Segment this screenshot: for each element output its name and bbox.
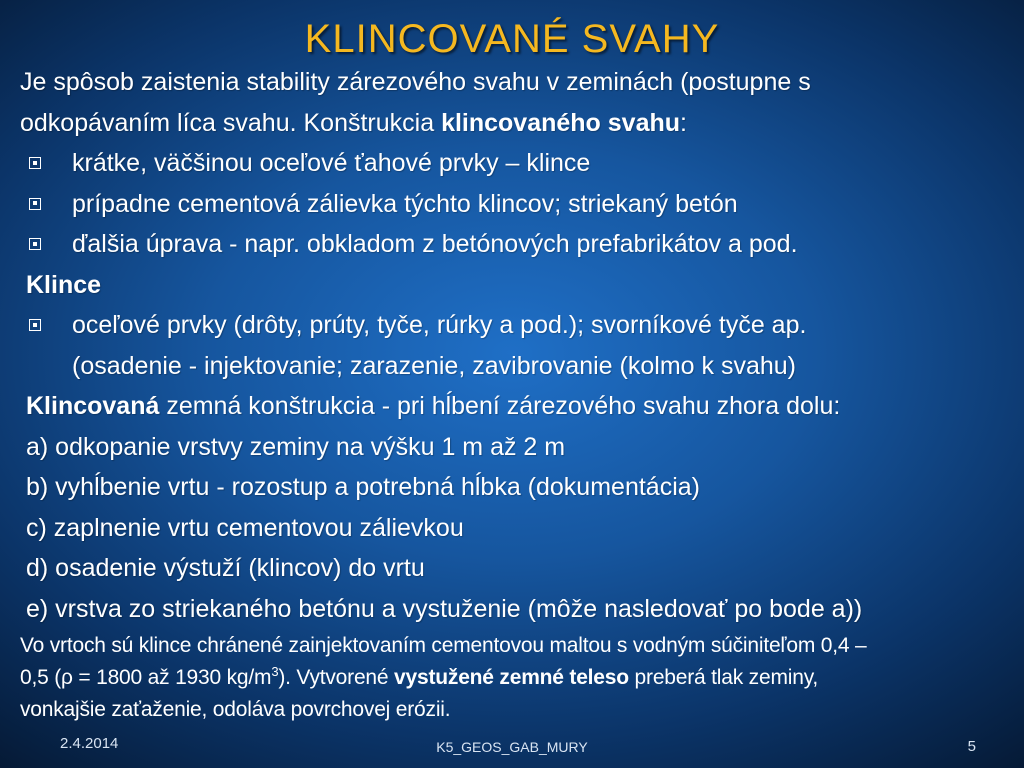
note-superscript: 3: [271, 664, 279, 679]
square-bullet-icon: [29, 157, 41, 169]
note-line-1: Vo vrtoch sú klince chránené zainjektovaním cementovou maltou s vodným súčiniteľom 0,4 –: [20, 634, 867, 657]
bullet-text: ďalšia úprava - napr. obkladom z betónových prefabrikátov a pod.: [72, 230, 798, 258]
page-number: 5: [967, 738, 976, 755]
footer-title: K5_GEOS_GAB_MURY: [436, 739, 588, 755]
note-line-2: [20, 663, 1010, 693]
list-item: [20, 143, 1010, 184]
slide-title: KLINCOVANÉ SVAHY: [304, 17, 720, 61]
square-bullet-icon: [29, 238, 41, 250]
intro-line-2-text: odkopávaním líca svahu. Konštrukcia: [20, 108, 442, 137]
square-bullet-icon: [29, 319, 41, 331]
slide-content: [20, 62, 1010, 725]
note-text: preberá tlak zeminy,: [628, 666, 819, 689]
note-bold: vystužené zemné teleso: [394, 666, 629, 689]
list-item: [20, 305, 1010, 346]
square-bullet-icon: [29, 198, 41, 210]
klince-bullet-continuation: (osadenie - injektovanie; zarazenie, zavibrovanie (kolmo k svahu): [72, 351, 796, 380]
list-item: [20, 184, 1010, 225]
note-text: 0,5 (ρ = 1800 až 1930 kg/m: [20, 666, 272, 689]
step-item: a) odkopanie vrstvy zeminy na výšku 1 m až 2 m: [26, 432, 566, 461]
intro-line-2: [20, 103, 1010, 144]
bullet-text: krátke, väčšinou oceľové ťahové prvky – klince: [72, 149, 591, 177]
step-item: d) osadenie výstuží (klincov) do vrtu: [26, 554, 425, 582]
step-item: b) vyhĺbenie vrtu - rozostup a potrebná hĺbka (dokumentácia): [26, 473, 700, 501]
bullet-text: prípadne cementová zálievka týchto klincov; striekaný betón: [72, 189, 738, 218]
bullet-text: oceľové prvky (drôty, prúty, tyče, rúrky a pod.); svorníkové tyče ap.: [72, 311, 807, 339]
klince-heading: Klince: [26, 270, 102, 299]
list-item: [20, 224, 1010, 265]
intro-line-1: Je spôsob zaistenia stability zárezového svahu v zeminách (postupne s: [20, 68, 811, 96]
step-item: c) zaplnenie vrtu cementovou zálievkou: [26, 513, 464, 542]
construction-text: zemná konštrukcia - pri hĺbení zárezového svahu zhora dolu:: [159, 392, 841, 420]
construction-line: [20, 386, 1010, 427]
note-text: ). Vytvorené: [278, 666, 395, 689]
footer-date: 2.4.2014: [60, 735, 119, 752]
intro-line-2-end: :: [680, 108, 687, 137]
construction-bold: Klincovaná: [26, 392, 160, 420]
note-line-3: vonkajšie zaťaženie, odoláva povrchovej erózii.: [20, 698, 451, 721]
intro-highlight: klincovaného svahu: [441, 108, 681, 137]
step-item: e) vrstva zo striekaného betónu a vystuženie (môže nasledovať po bode a)): [26, 594, 863, 623]
